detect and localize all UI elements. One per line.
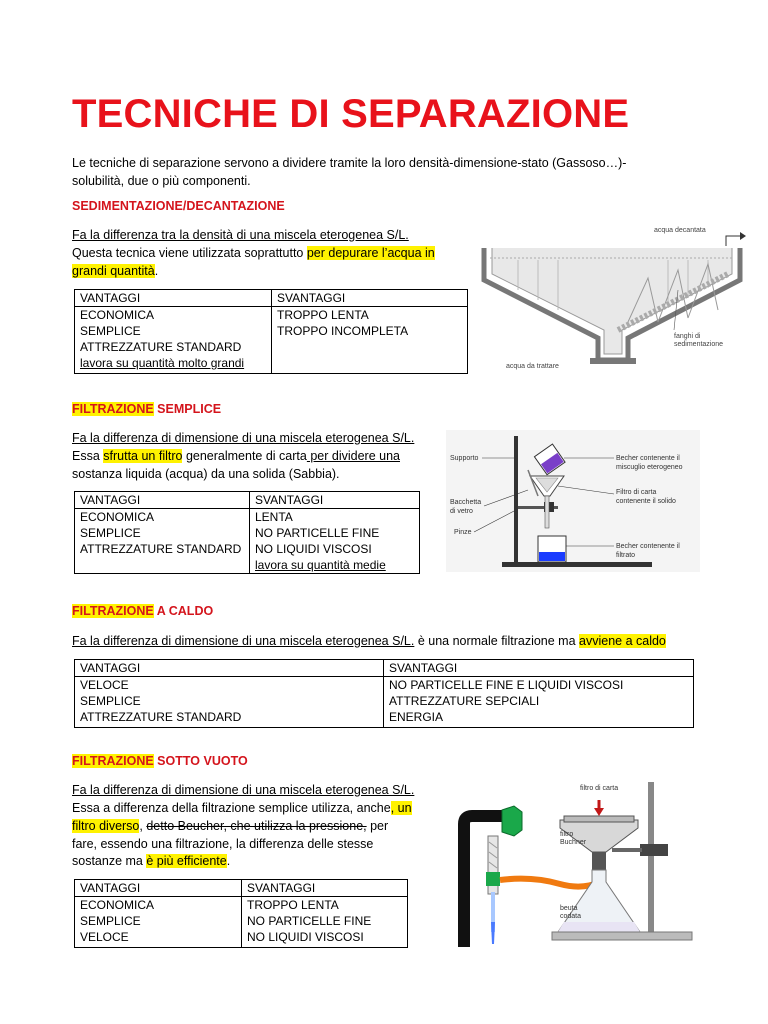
table-filtrazione-semplice — [74, 491, 420, 574]
simple-filtration-figure — [446, 430, 700, 572]
table-item: NO LIQUIDI VISCOSI — [247, 930, 364, 944]
table-header: VANTAGGI — [75, 880, 242, 897]
table-item: TROPPO LENTA — [277, 308, 369, 322]
table-header: VANTAGGI — [75, 290, 272, 307]
svantaggi-cell — [384, 677, 694, 728]
label-becher-1b: miscuglio eterogeneo — [616, 464, 683, 471]
table-item: NO PARTICELLE FINE — [255, 526, 380, 540]
table-header: VANTAGGI — [75, 660, 384, 677]
table-item: SEMPLICE — [80, 324, 141, 338]
table-item: SEMPLICE — [80, 914, 141, 928]
page-title: TECNICHE DI SEPARAZIONE — [72, 92, 630, 136]
table-item: ENERGIA — [389, 710, 444, 724]
intro-line-1: Le tecniche di separazione servono a dividere tramite la loro densità-dimensione-stato (Gassoso…)- — [72, 156, 627, 170]
svantaggi-cell — [242, 897, 408, 948]
heading-text: SOTTO VUOTO — [153, 754, 248, 768]
intro-line-2: solubilità, due o più componenti. — [72, 174, 251, 188]
highlight: , un — [390, 801, 412, 815]
label-beuta-b: codata — [560, 913, 582, 920]
table-filtrazione-vuoto — [74, 879, 408, 948]
filtrazione-vuoto-line-2 — [72, 799, 412, 817]
text: Questa tecnica viene utilizzata soprattutto — [72, 246, 307, 260]
label-sedimentazione: sedimentazione — [674, 341, 724, 348]
highlight: è più efficiente — [146, 854, 227, 868]
table-item: ATTREZZATURE SEPCIALI — [389, 694, 540, 708]
vantaggi-cell — [75, 897, 242, 948]
label-fanghi: fanghi di — [674, 333, 701, 340]
strikethrough-text: detto Beucher, che utilizza la pressione, — [146, 819, 367, 833]
table-item: lavora su quantità molto grandi — [80, 356, 245, 370]
heading-highlight: FILTRAZIONE — [72, 402, 154, 416]
table-item: ECONOMICA — [80, 898, 155, 912]
text: Essa a differenza della filtrazione semplice utilizza, anche — [72, 801, 391, 815]
table-item: NO LIQUIDI VISCOSI — [255, 542, 372, 556]
vantaggi-cell — [75, 307, 272, 374]
table-item: ATTREZZATURE STANDARD — [80, 710, 242, 724]
text: per dividere una — [306, 449, 400, 463]
table-item: lavora su quantità medie — [255, 558, 386, 572]
highlight: avviene a caldo — [579, 634, 666, 648]
table-item: LENTA — [255, 510, 293, 524]
label-supporto: Supporto — [450, 455, 479, 462]
table-header: SVANTAGGI — [272, 290, 468, 307]
heading-text: SEMPLICE — [153, 402, 222, 416]
table-item: VELOCE — [80, 678, 129, 692]
filtrazione-caldo-line-1 — [72, 632, 666, 650]
section-heading-sedimentazione: SEDIMENTAZIONE/DECANTAZIONE — [72, 199, 285, 213]
label-beuta-a: beuta — [560, 905, 578, 912]
svantaggi-cell — [272, 307, 468, 374]
table-item: VELOCE — [80, 930, 129, 944]
table-item: ECONOMICA — [80, 308, 155, 322]
heading-highlight: FILTRAZIONE — [72, 754, 154, 768]
section-heading-filtrazione-vuoto — [72, 754, 248, 768]
vantaggi-cell — [75, 509, 250, 574]
filtrazione-semplice-line-1: Fa la differenza di dimensione di una miscela eterogenea S/L. — [72, 431, 415, 445]
filtrazione-semplice-line-3: sostanza liquida (acqua) da una solida (Sabbia). — [72, 467, 340, 481]
table-header: SVANTAGGI — [250, 492, 420, 509]
label-pinze: Pinze — [454, 529, 472, 536]
label-bacchetta-b: di vetro — [450, 508, 473, 515]
label-filtro-a: filtro — [560, 831, 574, 838]
table-item: NO PARTICELLE FINE E LIQUIDI VISCOSI — [389, 678, 624, 692]
section-heading-filtrazione-caldo — [72, 604, 213, 618]
table-item: ATTREZZATURE STANDARD — [80, 340, 242, 354]
table-header: SVANTAGGI — [384, 660, 694, 677]
table-header: SVANTAGGI — [242, 880, 408, 897]
sedimentazione-line-3 — [72, 262, 158, 280]
text: Fa la differenza di dimensione di una miscela eterogenea S/L. — [72, 634, 415, 648]
label-acqua-decantata: acqua decantata — [654, 227, 706, 234]
table-item: SEMPLICE — [80, 526, 141, 540]
table-item: TROPPO LENTA — [247, 898, 339, 912]
table-header: VANTAGGI — [75, 492, 250, 509]
table-item: ATTREZZATURE STANDARD — [80, 542, 242, 556]
sedimentation-tank-figure — [478, 218, 758, 370]
label-filtro-b: contenente il solido — [616, 498, 676, 505]
filtrazione-vuoto-line-4: fare, essendo una filtrazione, la differenza delle stesse — [72, 837, 374, 851]
text: per — [366, 819, 389, 833]
label-acqua-da-trattare: acqua da trattare — [506, 363, 559, 370]
text: , — [139, 819, 147, 833]
text: sostanze ma — [72, 854, 147, 868]
label-becher-2b: filtrato — [616, 552, 636, 559]
section-heading-filtrazione-semplice — [72, 402, 221, 416]
filtrazione-semplice-line-2 — [72, 447, 400, 465]
table-item: TROPPO INCOMPLETA — [277, 324, 409, 338]
svantaggi-cell — [250, 509, 420, 574]
label-filtro-a: Filtro di carta — [616, 489, 657, 496]
filtrazione-vuoto-line-5 — [72, 852, 230, 870]
filtrazione-vuoto-line-1: Fa la differenza di dimensione di una miscela eterogenea S/L. — [72, 783, 415, 797]
label-filtro-carta: filtro di carta — [580, 785, 619, 792]
vantaggi-cell — [75, 677, 384, 728]
label-filtro-b: Buchner — [560, 839, 587, 846]
table-sedimentazione — [74, 289, 468, 374]
highlight: filtro diverso — [72, 819, 140, 833]
label-bacchetta-a: Bacchetta — [450, 499, 482, 506]
text: . — [226, 854, 231, 868]
text: generalmente di carta — [182, 449, 307, 463]
label-becher-1a: Becher contenente il — [616, 455, 680, 462]
table-item: SEMPLICE — [80, 694, 141, 708]
sedimentazione-line-1: Fa la differenza tra la densità di una miscela eterogenea S/L. — [72, 228, 409, 242]
highlight: grandi quantità — [72, 264, 155, 278]
vacuum-filtration-figure — [442, 772, 712, 952]
table-item: ECONOMICA — [80, 510, 155, 524]
text: . — [154, 264, 159, 278]
sedimentazione-line-2 — [72, 244, 435, 262]
table-filtrazione-caldo — [74, 659, 694, 728]
heading-highlight: FILTRAZIONE — [72, 604, 154, 618]
table-item: NO PARTICELLE FINE — [247, 914, 372, 928]
text: è una normale filtrazione ma — [414, 634, 580, 648]
highlight: per depurare l’acqua in — [306, 246, 435, 260]
highlight: sfrutta un filtro — [103, 449, 183, 463]
label-becher-2a: Becher contenente il — [616, 543, 680, 550]
text: Essa — [72, 449, 104, 463]
filtrazione-vuoto-line-3 — [72, 817, 388, 835]
heading-text: A CALDO — [153, 604, 214, 618]
